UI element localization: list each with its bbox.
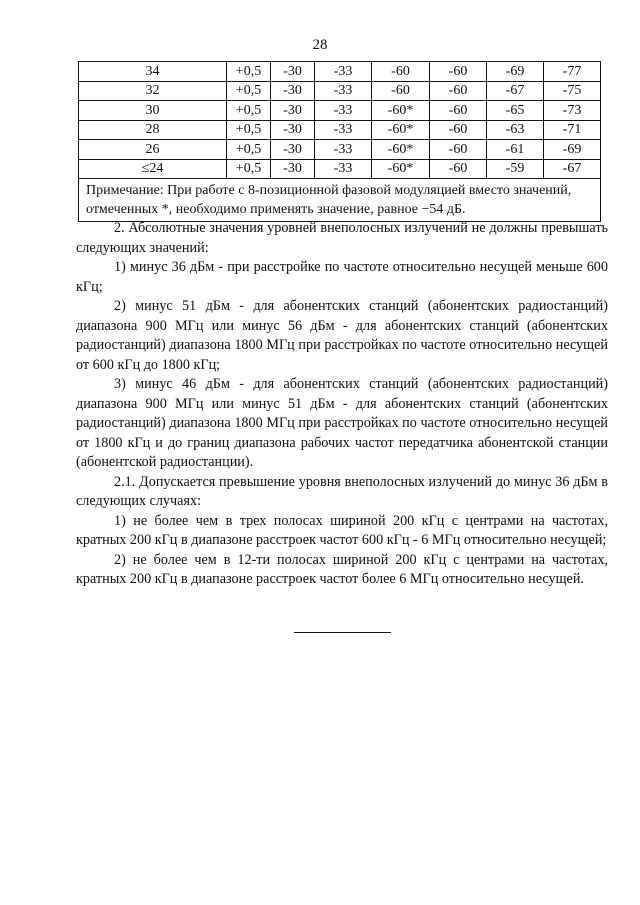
paragraph-2-item-3: 3) минус 46 дБм - для абонентских станций (абонентских радиостанций) диапазона 900 МГц или минус 51 дБм - для абонентских станций (абонентских радиостанций) диапазона 1800 МГц при расстройках по частоте относительно несущей от 1800 кГц и до границ диапазона рабочих частот передатчика абонентской станции (абонентской радиостанции). bbox=[76, 376, 608, 470]
table-cell: -60* bbox=[372, 140, 430, 160]
table-cell: +0,5 bbox=[227, 62, 271, 82]
table-cell: +0,5 bbox=[227, 81, 271, 101]
table-row bbox=[79, 81, 601, 101]
table-row bbox=[79, 140, 601, 160]
table-cell: -33 bbox=[315, 159, 372, 179]
table-cell: -63 bbox=[487, 120, 544, 140]
table-cell: -33 bbox=[315, 120, 372, 140]
table-cell: -33 bbox=[315, 62, 372, 82]
table-cell: -67 bbox=[544, 159, 601, 179]
table-cell: -60* bbox=[372, 159, 430, 179]
table-cell: -61 bbox=[487, 140, 544, 160]
table-cell: 26 bbox=[79, 140, 227, 160]
table-cell: ≤24 bbox=[79, 159, 227, 179]
table-cell: +0,5 bbox=[227, 120, 271, 140]
separator-line bbox=[294, 632, 391, 633]
table-cell: -75 bbox=[544, 81, 601, 101]
table-cell: 32 bbox=[79, 81, 227, 101]
paragraph-2-1-item-1: 1) не более чем в трех полосах шириной 200 кГц с центрами на частотах, кратных 200 кГц в диапазоне расстроек частот 600 кГц - 6 МГц относительно несущей; bbox=[76, 512, 608, 548]
table-cell: -60 bbox=[430, 120, 487, 140]
table-cell: -69 bbox=[544, 140, 601, 160]
table-cell: +0,5 bbox=[227, 101, 271, 121]
table-cell: -67 bbox=[487, 81, 544, 101]
table-row bbox=[79, 120, 601, 140]
table-cell: -77 bbox=[544, 62, 601, 82]
table-cell: -33 bbox=[315, 101, 372, 121]
table-cell: -60* bbox=[372, 101, 430, 121]
table-cell: 34 bbox=[79, 62, 227, 82]
table-cell: -60* bbox=[372, 120, 430, 140]
table-cell: 30 bbox=[79, 101, 227, 121]
table-cell: -33 bbox=[315, 140, 372, 160]
paragraph-2-item-1: 1) минус 36 дБм - при расстройке по частоте относительно несущей меньше 600 кГц; bbox=[76, 259, 608, 295]
table-cell: -60 bbox=[430, 81, 487, 101]
table-row bbox=[79, 101, 601, 121]
table-cell: 28 bbox=[79, 120, 227, 140]
table-note-row bbox=[79, 179, 601, 222]
table-row bbox=[79, 159, 601, 179]
table-cell: -33 bbox=[315, 81, 372, 101]
table-cell: -60 bbox=[372, 62, 430, 82]
table-cell: -60 bbox=[430, 62, 487, 82]
table-cell: +0,5 bbox=[227, 159, 271, 179]
paragraph-2: 2. Абсолютные значения уровней внеполосных излучений не должны превышать следующих значений: bbox=[76, 220, 608, 256]
table-cell: -73 bbox=[544, 101, 601, 121]
table-cell: -71 bbox=[544, 120, 601, 140]
paragraph-2-1-item-2: 2) не более чем в 12-ти полосах шириной 200 кГц с центрами на частотах, кратных 200 кГц в диапазоне расстроек частот более 6 МГц относительно несущей. bbox=[76, 551, 608, 587]
body-text bbox=[76, 219, 608, 590]
spec-table bbox=[78, 61, 601, 222]
page-number: 28 bbox=[312, 37, 328, 53]
table-cell: +0,5 bbox=[227, 140, 271, 160]
table-cell: -30 bbox=[271, 101, 315, 121]
table-cell: -60 bbox=[430, 159, 487, 179]
table-note: Примечание: При работе с 8-позиционной фазовой модуляцией вместо значений, отмеченных *, необходимо применять значение, равное −54 дБ. bbox=[79, 179, 601, 222]
paragraph-2-item-2: 2) минус 51 дБм - для абонентских станций (абонентских радиостанций) диапазона 900 МГц или минус 56 дБм - для абонентских станций (абонентских радиостанций) диапазона 1800 МГц при расстройках по частоте относительно несущей от 600 кГц до 1800 кГц; bbox=[76, 298, 608, 373]
table-cell: -60 bbox=[372, 81, 430, 101]
table-cell: -60 bbox=[430, 101, 487, 121]
table-cell: -30 bbox=[271, 81, 315, 101]
table-row bbox=[79, 62, 601, 82]
table-cell: -59 bbox=[487, 159, 544, 179]
table-cell: -60 bbox=[430, 140, 487, 160]
table-cell: -69 bbox=[487, 62, 544, 82]
table-cell: -30 bbox=[271, 120, 315, 140]
paragraph-2-1: 2.1. Допускается превышение уровня внеполосных излучений до минус 36 дБм в следующих случаях: bbox=[76, 473, 608, 509]
table-cell: -30 bbox=[271, 140, 315, 160]
table-cell: -30 bbox=[271, 62, 315, 82]
table-cell: -65 bbox=[487, 101, 544, 121]
table-cell: -30 bbox=[271, 159, 315, 179]
